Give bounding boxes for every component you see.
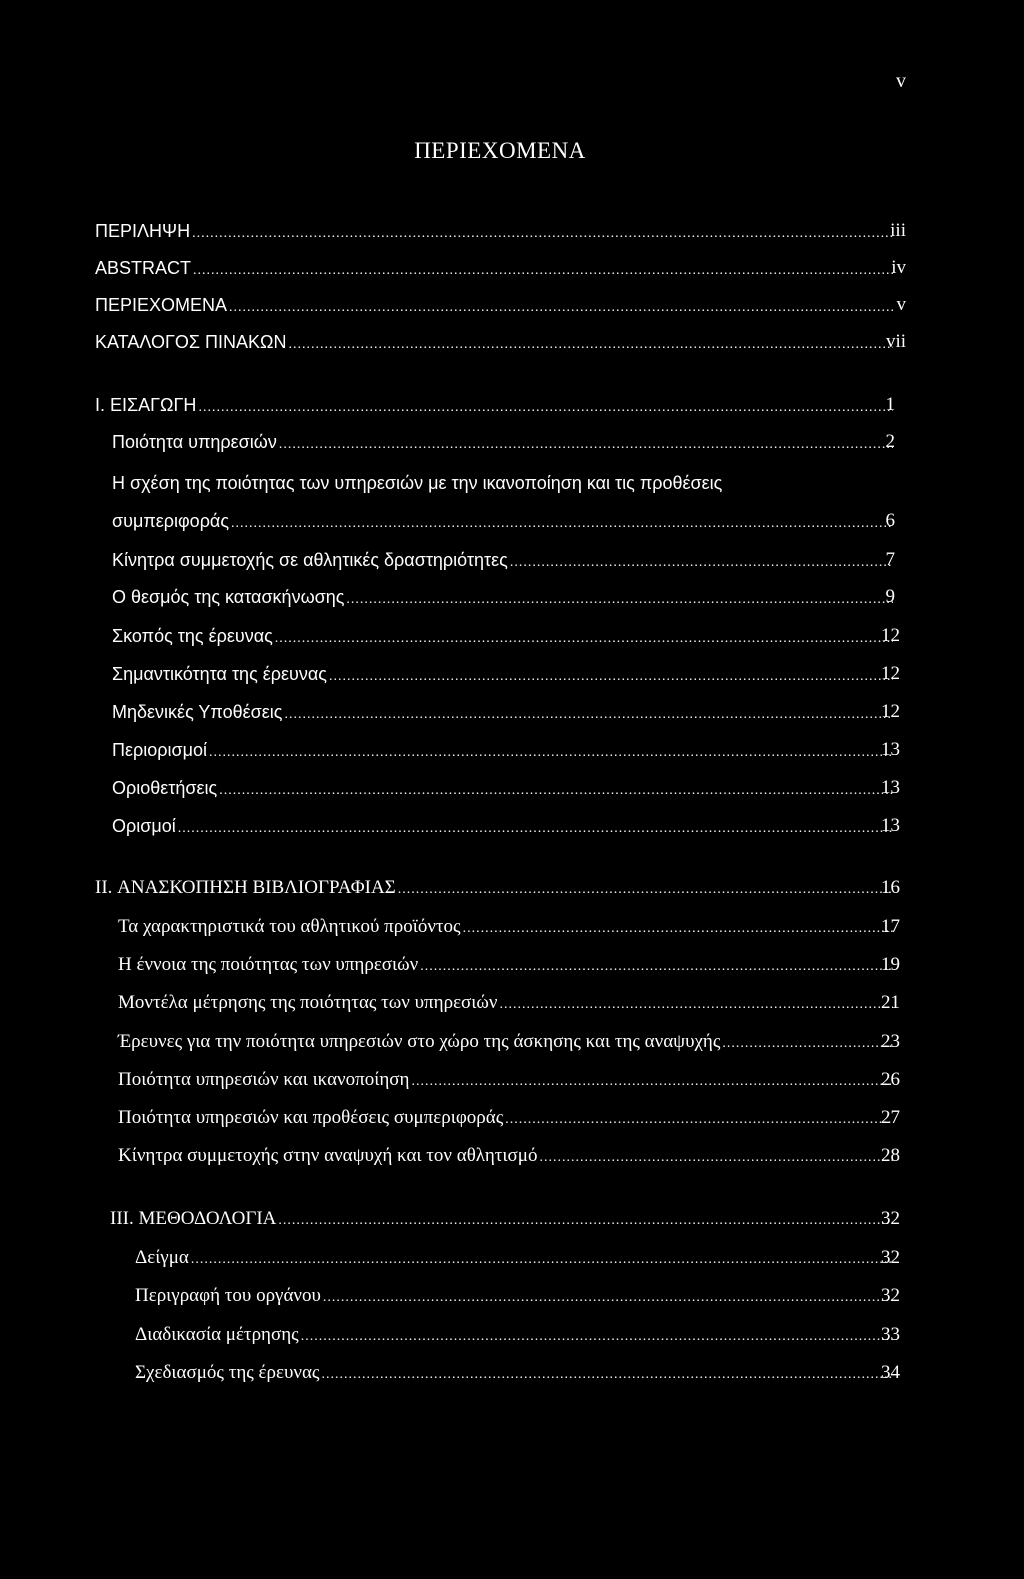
toc-entry-label: I. ΕΙΣΑΓΩΓΗ (95, 395, 197, 415)
dot-leader (329, 662, 893, 692)
toc-entry[interactable] (118, 950, 897, 980)
toc-entry-label: Κίνητρα συμμετοχής στην αναψυχή και τον αθλητισμό (118, 1145, 538, 1166)
toc-entry-page: 32 (881, 1247, 900, 1268)
toc-entry-tables[interactable] (95, 327, 897, 357)
toc-entry-label: Ο θεσμός της κατασκήνωσης (112, 587, 345, 607)
toc-entry-label: Μοντέλα μέτρησης της ποιότητας των υπηρεσιών (118, 992, 498, 1013)
dot-leader (229, 293, 893, 323)
toc-chapter-1[interactable] (95, 390, 897, 420)
toc-entry[interactable] (112, 621, 897, 651)
toc-entry[interactable] (118, 1027, 897, 1057)
toc-entry-label: Μηδενικές Υποθέσεις (112, 702, 283, 722)
toc-entry-label: Οριοθετήσεις (112, 778, 218, 798)
toc-entry-page: iii (890, 220, 906, 241)
dot-leader (289, 330, 894, 360)
dot-leader (398, 875, 893, 905)
dot-leader (510, 548, 893, 578)
toc-entry-page: 26 (881, 1069, 900, 1090)
toc-entry-page: 12 (881, 625, 900, 646)
toc-entry-page: 32 (881, 1285, 900, 1306)
toc-entry-page: 1 (885, 394, 895, 415)
toc-entry-label: Ποιότητα υπηρεσιών και προθέσεις συμπεριφοράς (118, 1107, 504, 1128)
toc-entry-label: Κίνητρα συμμετοχής σε αθλητικές δραστηριότητες (112, 550, 508, 570)
toc-entry-page: 16 (881, 877, 900, 898)
toc-entry-label: Περιγραφή του οργάνου (135, 1285, 321, 1306)
toc-entry-label: Η έννοια της ποιότητας των υπηρεσιών (118, 954, 419, 975)
toc-entry-page: 23 (881, 1031, 900, 1052)
toc-entry-label: ABSTRACT (95, 258, 192, 278)
toc-entry-label: III. ΜΕΘΟΔΟΛΟΓΙΑ (110, 1208, 277, 1229)
toc-entry[interactable] (112, 773, 897, 803)
toc-chapter-2[interactable] (95, 873, 897, 903)
dot-leader (284, 700, 893, 730)
toc-entry-page: 2 (885, 431, 895, 452)
toc-entry[interactable] (112, 545, 897, 575)
toc-entry-page: 13 (881, 815, 900, 836)
toc-entry[interactable] (118, 1141, 897, 1171)
dot-leader (275, 624, 893, 654)
toc-entry-abstract-gr[interactable] (95, 216, 897, 246)
toc-entry-abstract-en[interactable] (95, 253, 897, 283)
page-number: v (896, 70, 906, 92)
dot-leader (321, 1360, 893, 1390)
toc-entry-label: Ορισμοί (112, 816, 176, 836)
toc-entry-label[interactable]: Η σχέση της ποιότητας των υπηρεσιών με την ικανοποίηση και τις προθέσεις (112, 473, 723, 493)
toc-entry-page: 12 (881, 701, 900, 722)
toc-entry[interactable] (135, 1358, 897, 1388)
dot-leader (192, 219, 893, 249)
toc-entry-page: 34 (881, 1362, 900, 1383)
toc-entry-page: 27 (881, 1107, 900, 1128)
toc-entry-page: 21 (881, 992, 900, 1013)
dot-leader (420, 952, 893, 982)
toc-entry[interactable] (112, 697, 897, 727)
toc-entry[interactable] (135, 1281, 897, 1311)
toc-chapter-3[interactable] (110, 1204, 897, 1234)
dot-leader (323, 1283, 893, 1313)
dot-leader (278, 1206, 893, 1236)
toc-entry-label: Τα χαρακτηριστικά του αθλητικού προϊόντος (118, 916, 461, 937)
dot-leader (463, 914, 893, 944)
toc-entry-page: 12 (881, 663, 900, 684)
dot-leader (231, 509, 893, 539)
toc-entry-page: 32 (881, 1208, 900, 1229)
toc-entry-label: Έρευνες για την ποιότητα υπηρεσιών στο χώρο της άσκησης και της αναψυχής (118, 1031, 721, 1052)
toc-entry-label: Σχεδιασμός της έρευνας (135, 1362, 320, 1383)
dot-leader (191, 1245, 893, 1275)
toc-entry-label: Περιορισμοί (112, 740, 208, 760)
dot-leader (279, 430, 893, 460)
toc-entry[interactable] (112, 735, 897, 765)
dot-leader (193, 256, 893, 286)
toc-entry-page: 13 (881, 739, 900, 760)
toc-entry-label: Δείγμα (135, 1247, 189, 1268)
toc-entry-label: Ποιότητα υπηρεσιών (112, 432, 277, 452)
toc-entry-page: 13 (881, 777, 900, 798)
toc-entry-label: ΠΕΡΙΛΗΨΗ (95, 221, 191, 241)
toc-entry-label: II. ΑΝΑΣΚΟΠΗΣΗ ΒΙΒΛΙΟΓΡΑΦΙΑΣ (95, 877, 396, 898)
page-title: ΠΕΡΙΕΧΟΜΕΝΑ (414, 138, 586, 163)
toc-entry-page: v (896, 294, 906, 315)
toc-entry-page: 28 (881, 1145, 900, 1166)
toc-entry[interactable] (135, 1320, 897, 1350)
toc-entry[interactable] (112, 659, 897, 689)
dot-leader (505, 1105, 893, 1135)
toc-entry-page: 33 (881, 1324, 900, 1345)
toc-entry-label: ΚΑΤΑΛΟΓΟΣ ΠΙΝΑΚΩΝ (95, 332, 287, 352)
toc-entry-page: 19 (881, 954, 900, 975)
toc-entry[interactable] (118, 988, 897, 1018)
toc-entry-label: ΠΕΡΙΕΧΟΜΕΝΑ (95, 295, 228, 315)
dot-leader (178, 814, 893, 844)
toc-entry[interactable] (112, 506, 897, 536)
dot-leader (219, 776, 893, 806)
dot-leader (198, 393, 893, 423)
toc-entry-page: 7 (885, 549, 895, 570)
toc-entry-label: Σημαντικότητα της έρευνας (112, 664, 327, 684)
toc-entry-contents[interactable] (95, 290, 897, 320)
toc-entry-page: 17 (881, 916, 900, 937)
toc-entry[interactable] (118, 1103, 897, 1133)
toc-entry-page: 6 (885, 510, 895, 531)
toc-entry[interactable] (118, 1065, 897, 1095)
toc-entry-page: vii (885, 331, 906, 352)
dot-leader (346, 585, 893, 615)
toc-entry-label: Σκοπός της έρευνας (112, 626, 273, 646)
toc-entry-label: συμπεριφοράς (112, 511, 230, 531)
dot-leader (500, 990, 894, 1020)
toc-entry[interactable] (118, 912, 897, 942)
toc-entry[interactable] (112, 427, 897, 457)
toc-entry[interactable] (112, 811, 897, 841)
dot-leader (411, 1067, 893, 1097)
toc-entry-page: 9 (885, 586, 895, 607)
toc-entry-label: Ποιότητα υπηρεσιών και ικανοποίηση (118, 1069, 410, 1090)
toc-entry-label: Διαδικασία μέτρησης (135, 1324, 299, 1345)
dot-leader (301, 1322, 893, 1352)
toc-entry-page: iv (891, 257, 906, 278)
toc-entry[interactable] (135, 1243, 897, 1273)
dot-leader (209, 738, 893, 768)
toc-entry[interactable] (112, 582, 897, 612)
dot-leader (539, 1143, 893, 1173)
